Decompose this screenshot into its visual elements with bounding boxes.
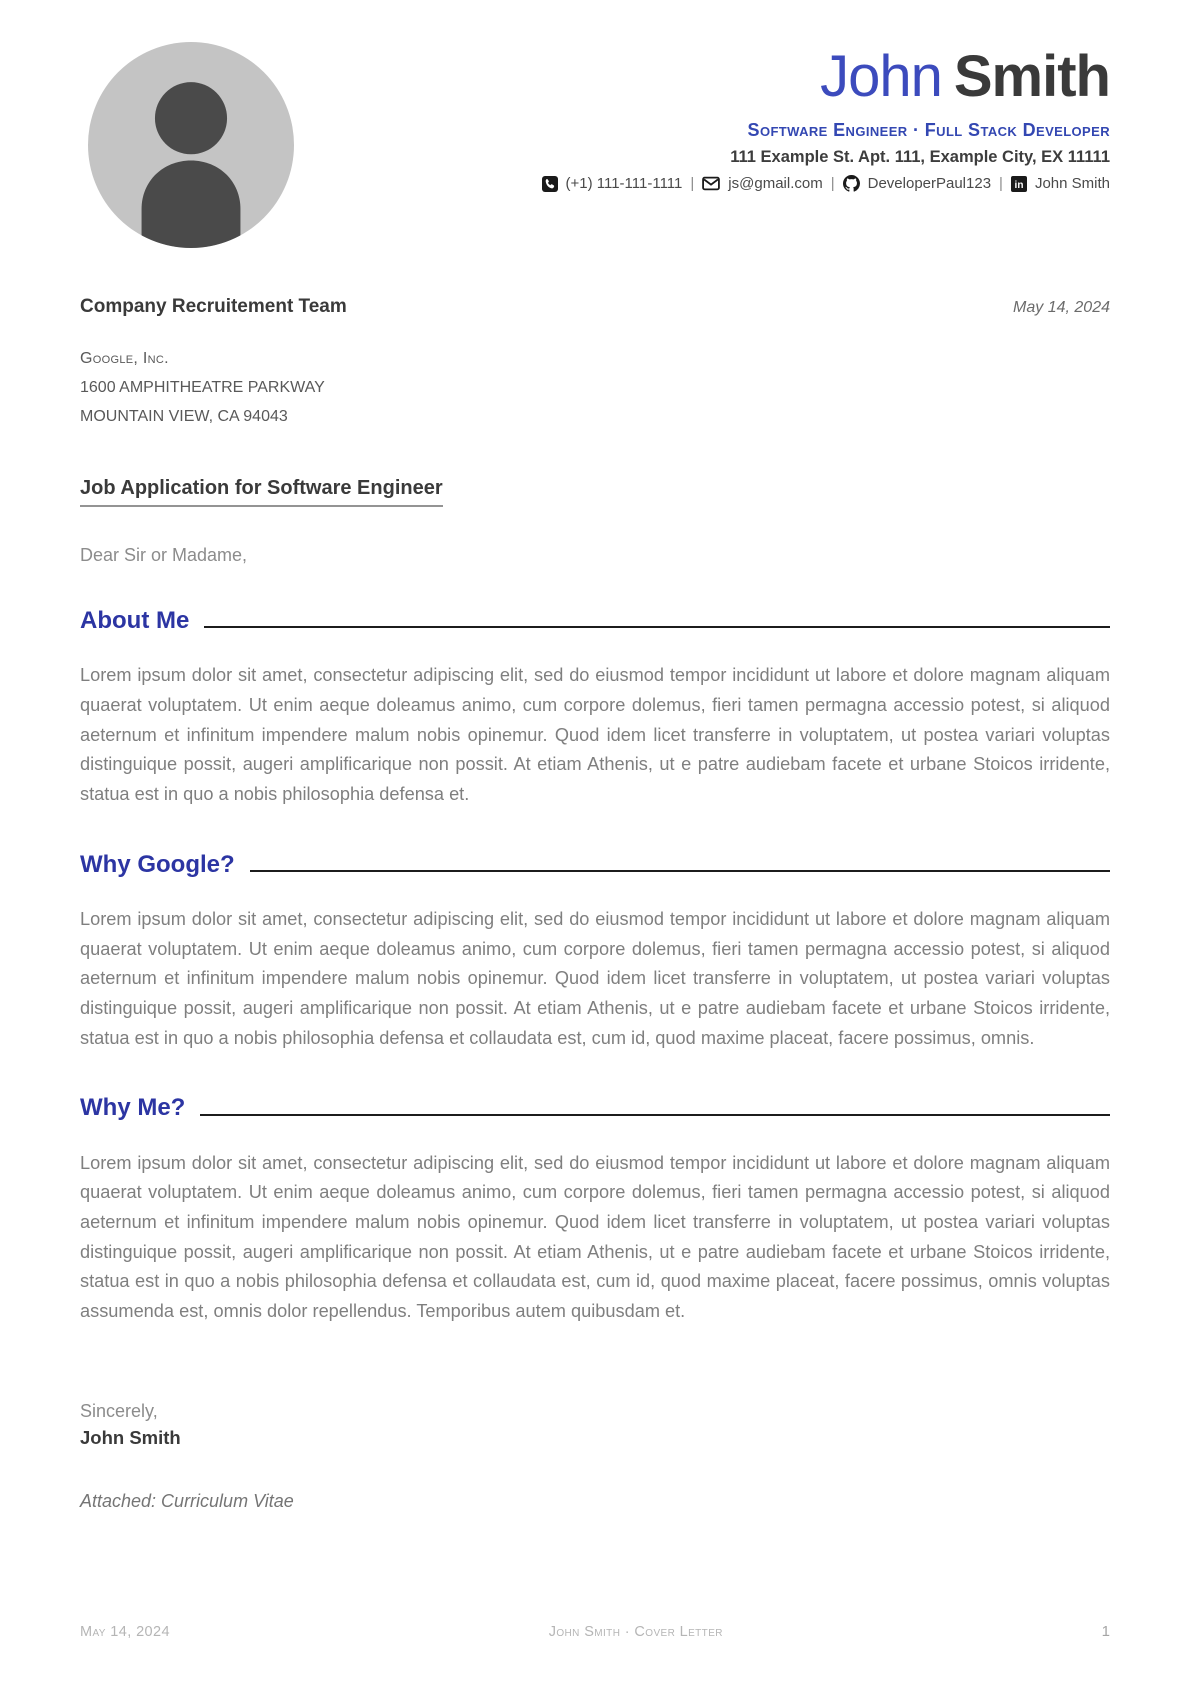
section-why-google: [80, 852, 1110, 1054]
section-body: Lorem ipsum dolor sit amet, consectetur adipiscing elit, sed do eiusmod tempor incididunt ut labore et dolore magnam aliquam quaerat voluptatem. Ut enim aeque doleamus animo, cum corpore dolemus, fieri tamen permagna accessio potest, si aliquod aeternum et infinitum impendere malum nobis opinemur. Quod idem licet transferre in voluptatem, ut postea variari voluptas distinguique possit, augeri amplificarique non possit. At etiam Athenis, ut e patre audiebam facete et urbane Stoicos irridente, statua est in quo a nobis philosophia defensa et.: [80, 665, 1110, 805]
page-footer: [80, 1623, 1110, 1640]
subject-line: Job Application for Software Engineer: [80, 477, 443, 507]
section-heading: [80, 852, 1110, 878]
phone-number: (+1) 111-111-1111: [565, 175, 683, 192]
section-heading: [80, 608, 1110, 634]
contact-separator: |: [999, 175, 1003, 192]
section-rule: [200, 1114, 1110, 1116]
footer-page-number: 1: [1101, 1623, 1110, 1640]
footer-title: John Smith · Cover Letter: [548, 1624, 723, 1640]
email-address: js@gmail.com: [728, 175, 823, 192]
section-body: Lorem ipsum dolor sit amet, consectetur adipiscing elit, sed do eiusmod tempor incididunt ut labore et dolore magnam aliquam quaerat voluptatem. Ut enim aeque doleamus animo, cum corpore dolemus, fieri tamen permagna accessio potest, si aliquod aeternum et infinitum impendere malum nobis opinemur. Quod idem licet transferre in voluptatem, ut postea variari voluptas distinguique possit, augeri amplificarique non possit. At etiam Athenis, ut e patre audiebam facete et urbane Stoicos irridente, statua est in quo a nobis philosophia defensa et collaudata est, cum id, quod maxime placeat, facere possimus, omnis voluptas assumenda est, omnis dolor repellendus. Temporibus autem quibusdam et.: [80, 1152, 1110, 1322]
github-icon: [843, 175, 860, 192]
company-address-block: [80, 350, 1110, 426]
closing: Sincerely,: [80, 1400, 158, 1421]
phone-icon: [542, 176, 558, 192]
company-address-line1: 1600 AMPHITHEATRE PARKWAY: [80, 379, 325, 396]
page-title: [542, 44, 1111, 109]
home-address: 111 Example St. Apt. 111, Example City, EX 11111: [730, 148, 1110, 166]
contact-separator: |: [690, 175, 695, 192]
github-username: DeveloperPaul123: [867, 175, 992, 192]
email-icon: [702, 176, 720, 191]
salutation: Dear Sir or Madame,: [80, 545, 248, 565]
section-title: About Me: [80, 607, 190, 634]
linkedin-name: John Smith: [1034, 175, 1110, 192]
company-name: Google, Inc.: [80, 350, 169, 367]
header-info: [542, 42, 1111, 192]
section-rule: [204, 626, 1110, 628]
recipient-row: [80, 296, 1110, 318]
company-address-line2: MOUNTAIN VIEW, CA 94043: [80, 408, 288, 425]
section-title: Why Me?: [80, 1094, 186, 1122]
letter-date: May 14, 2024: [1013, 299, 1110, 316]
svg-text:in: in: [1014, 179, 1024, 191]
section-title: Why Google?: [80, 850, 235, 878]
contact-row: [542, 175, 1111, 192]
attachment-note: Attached: Curriculum Vitae: [80, 1490, 294, 1511]
signature-name: John Smith: [80, 1426, 181, 1448]
section-heading: [80, 1095, 1110, 1121]
header: [80, 42, 1110, 248]
section-why-me: [80, 1095, 1110, 1326]
section-about-me: [80, 608, 1110, 810]
last-name: Smith: [953, 44, 1110, 109]
person-silhouette-icon: [88, 42, 294, 248]
section-rule: [250, 870, 1110, 872]
job-titles: Software Engineer · Full Stack Developer: [747, 120, 1110, 140]
avatar: [88, 42, 294, 248]
linkedin-icon: [1011, 176, 1027, 192]
section-body: Lorem ipsum dolor sit amet, consectetur adipiscing elit, sed do eiusmod tempor incididunt ut labore et dolore magnam aliquam quaerat voluptatem. Ut enim aeque doleamus animo, cum corpore dolemus, fieri tamen permagna accessio potest, si aliquod aeternum et infinitum impendere malum nobis opinemur. Quod idem licet transferre in voluptatem, ut postea variari voluptas distinguique possit, augeri amplificarique non possit. At etiam Athenis, ut e patre audiebam facete et urbane Stoicos irridente, statua est in quo a nobis philosophia defensa et collaudata est, cum id, quod maxime placeat, facere possimus, omnis.: [80, 909, 1110, 1048]
contact-separator: |: [830, 175, 835, 192]
first-name: John: [820, 44, 942, 109]
footer-date: May 14, 2024: [80, 1624, 170, 1640]
recipient-name: Company Recruitement Team: [80, 296, 347, 317]
